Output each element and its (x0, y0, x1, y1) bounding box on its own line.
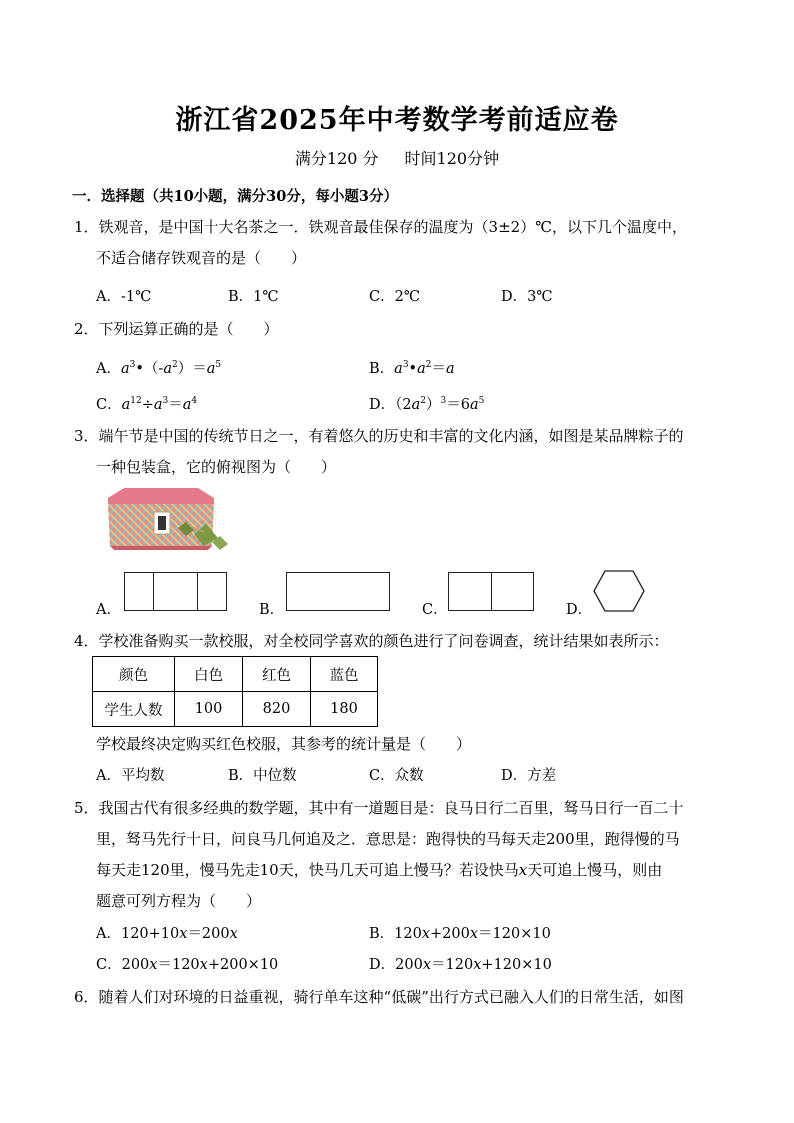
q5-stem-line2: 里，驽马先行十日，问良马几何追及之．意思是：跑得快的马每天走200里，跑得慢的马 (96, 830, 680, 848)
q4-followup: 学校最终决定购买红色校服，其参考的统计量是（ ） (96, 735, 472, 753)
divider-line (153, 573, 154, 610)
q4-option-a: A．平均数 (96, 768, 165, 784)
exam-time: 时间120分钟 (404, 149, 500, 168)
q1-option-d: D．3℃ (501, 289, 553, 305)
exam-title: 浙江省2025年中考数学考前适应卷 (175, 105, 619, 136)
q2-stem: 2．下列运算正确的是（ ） (74, 320, 279, 338)
q6-stem-line1: 6．随着人们对环境的日益重视，骑行单车这种“低碳”出行方式已融入人们的日常生活，如图 (74, 988, 684, 1006)
q2-option-d: D．$(2a^2)^3=6a^5$ (369, 396, 485, 413)
q3-stem-line2: 一种包装盒，它的俯视图为（ ） (96, 458, 337, 476)
table-cell: 白色 (175, 657, 243, 692)
q5-stem-line3: 每天走120里，慢马先走10天，快马几天可追上慢马？若设快马x天可追上慢马，则由 (96, 861, 663, 879)
q1-option-c: C．2℃ (369, 289, 421, 305)
q5-option-a: A．120+10x＝200x (96, 926, 238, 942)
table-cell: 颜色 (93, 657, 175, 692)
q5-stem-line4: 题意可列方程为（ ） (96, 892, 262, 910)
q5-option-b: B．120x+200x＝120×10 (369, 926, 551, 942)
table-row (93, 657, 378, 692)
q4-option-d: D．方差 (501, 768, 557, 784)
q3-option-d-hexagon (592, 569, 646, 613)
table-cell: 180 (311, 692, 378, 727)
q3-option-c-label: C． (422, 602, 448, 618)
table-cell: 蓝色 (311, 657, 378, 692)
exam-subtitle (0, 146, 794, 169)
table-cell: 820 (243, 692, 311, 727)
q3-option-d-label: D． (566, 602, 593, 618)
q3-option-b-label: B． (259, 602, 285, 618)
q1-stem-line2: 不适合储存铁观音的是（ ） (96, 249, 307, 267)
q2-option-b: B．$a^3•a^2=a$ (369, 360, 455, 377)
q3-option-a-figure (124, 572, 227, 611)
q3-option-b-figure (286, 572, 390, 611)
section-heading: 一．选择题（共10小题，满分30分，每小题3分） (72, 188, 398, 205)
q1-option-a: A．-1℃ (96, 289, 152, 305)
q1-stem-line1: 1．铁观音，是中国十大名茶之一．铁观音最佳保存的温度为（3±2）℃，以下几个温度中， (74, 218, 687, 236)
q3-stem-line1: 3．端午节是中国的传统节日之一，有着悠久的历史和丰富的文化内涵，如图是某品牌粽子的 (74, 427, 684, 445)
full-score: 满分120 分 (294, 149, 379, 168)
q5-option-d: D．200x＝120x+120×10 (369, 957, 552, 973)
table-cell: 红色 (243, 657, 311, 692)
table-cell: 100 (175, 692, 243, 727)
q2-option-a: A．$a^3•(-a^2)=a^5$ (96, 360, 222, 377)
q3-option-c-figure (448, 572, 534, 611)
table-cell: 学生人数 (93, 692, 175, 727)
survey-table (92, 656, 378, 727)
table-row (93, 692, 378, 727)
q1-option-b: B．1℃ (228, 289, 279, 305)
q5-option-c: C．200x＝120x+200×10 (96, 957, 279, 973)
q2-option-c: C．$a^{12}\div a^3=a^4$ (96, 396, 198, 413)
zongzi-gift-box-image (94, 482, 230, 558)
q3-option-a-label: A． (96, 602, 121, 618)
q5-stem-line1: 5．我国古代有很多经典的数学题，其中有一道题目是：良马日行二百里，驽马日行一百二十 (74, 799, 684, 817)
q4-option-c: C．众数 (369, 768, 424, 784)
q4-option-b: B．中位数 (228, 768, 297, 784)
divider-line (491, 573, 492, 610)
divider-line (197, 573, 198, 610)
q4-stem: 4．学校准备购买一款校服，对全校同学喜欢的颜色进行了问卷调查，统计结果如表所示： (74, 632, 669, 650)
